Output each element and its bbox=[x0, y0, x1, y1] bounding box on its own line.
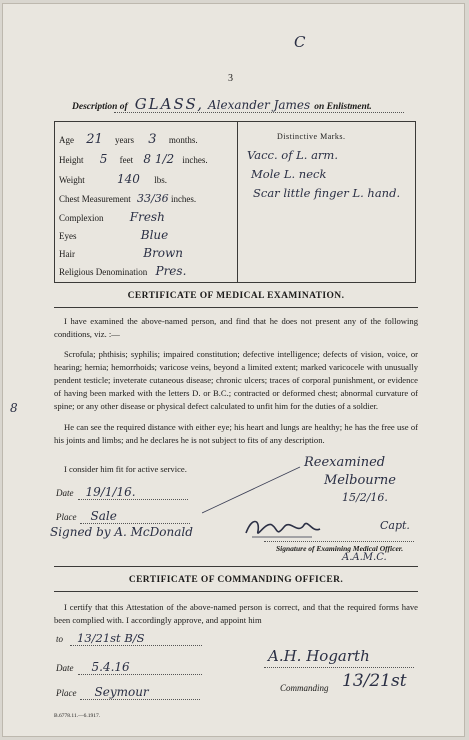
medical-conditions: Scrofula; phthisis; syphilis; impaired constitution; defective intelligence; defects of vision, voice, or hearing; hernia; hemorrhoids; varicose veins, beyond a limited extent; marked varicocele with unusually pendent testicle; inveterate cutaneous disease; chronic ulcers; traces of corporal punishment, or evidence of having been marked with the letters D. or B.C.; contracted or deformed chest; abnormal curvature of spine; or any other disease or physical defect calculated to unfit him for the duties of a soldier. bbox=[54, 349, 418, 411]
medical-officer-rank: Capt. bbox=[380, 519, 410, 532]
hair-row bbox=[59, 246, 235, 260]
medical-place-label: Place bbox=[56, 512, 77, 522]
given-names: Alexander James bbox=[208, 98, 311, 112]
height-row bbox=[59, 152, 235, 166]
mark-line: Vacc. of L. arm. bbox=[247, 148, 338, 162]
months-label: months. bbox=[168, 135, 198, 145]
surname: GLASS, bbox=[134, 95, 204, 113]
printer-code: B.6778.11.—6.1917. bbox=[54, 713, 101, 719]
corner-mark: C bbox=[294, 33, 306, 51]
religion-value: Pres. bbox=[155, 264, 187, 278]
title-prefix: Description of bbox=[72, 102, 128, 112]
date-underline bbox=[78, 499, 188, 500]
lbs-label: lbs. bbox=[154, 175, 167, 185]
eyes-value: Blue bbox=[140, 228, 169, 242]
medical-place-value: Sale bbox=[90, 509, 117, 523]
signature-underline bbox=[264, 541, 414, 542]
medical-officer-signature bbox=[242, 513, 322, 543]
strike-line bbox=[202, 465, 302, 515]
fit-statement: I consider him fit for active service. bbox=[64, 464, 187, 474]
page-number: 3 bbox=[228, 73, 233, 84]
title-suffix: on Enlistment. bbox=[314, 102, 372, 112]
reexamined-line2: Melbourne bbox=[324, 473, 396, 488]
chest-unit: inches. bbox=[170, 194, 197, 204]
mark-line: Mole L. neck bbox=[251, 167, 327, 181]
attestation-page bbox=[2, 3, 465, 737]
description-box bbox=[54, 121, 416, 283]
commanding-rule bbox=[54, 591, 418, 592]
age-years: 21 bbox=[86, 132, 103, 147]
age-row bbox=[59, 132, 235, 147]
commanding-date-label: Date bbox=[56, 663, 74, 673]
to-underline bbox=[70, 645, 202, 646]
reexamined-line1: Reexamined bbox=[304, 455, 386, 470]
complexion-row bbox=[59, 210, 235, 224]
height-label: Height bbox=[59, 155, 84, 165]
signature-label: Signature of Examining Medical Officer. bbox=[276, 544, 404, 553]
weight-value: 140 bbox=[117, 172, 140, 186]
medical-rule bbox=[54, 307, 418, 308]
age-months: 3 bbox=[148, 132, 157, 147]
medical-ability: He can see the required distance with either eye; his heart and lungs are healthy; he has the free use of his joints and limbs; and he declares he is not subject to fits of any description. bbox=[54, 422, 418, 445]
commanding-heading: CERTIFICATE OF COMMANDING OFFICER. bbox=[128, 575, 344, 585]
age-label: Age bbox=[59, 135, 74, 145]
religion-label: Religious Denomination bbox=[59, 267, 148, 277]
box-divider bbox=[237, 122, 238, 282]
eyes-row bbox=[59, 228, 235, 242]
height-feet: 5 bbox=[99, 152, 108, 166]
distinctive-marks-list bbox=[247, 146, 422, 203]
margin-note: 8 bbox=[10, 401, 18, 415]
medical-date-value: 19/1/16. bbox=[85, 485, 136, 499]
commanding-label: Commanding bbox=[280, 683, 329, 693]
appoint-to-value: 13/21st B/S bbox=[77, 631, 145, 645]
commanding-place-underline bbox=[80, 699, 200, 700]
commanding-date-value: 5.4.16 bbox=[91, 660, 130, 674]
commanding-unit: 13/21st bbox=[342, 671, 407, 691]
complexion-value: Fresh bbox=[129, 210, 165, 224]
eyes-label: Eyes bbox=[59, 231, 77, 241]
weight-row bbox=[59, 172, 235, 186]
reexamined-date: 15/2/16. bbox=[342, 491, 388, 504]
title-underline bbox=[114, 112, 404, 113]
title-line bbox=[72, 95, 412, 113]
chest-label: Chest Measurement bbox=[59, 194, 131, 204]
place-underline bbox=[80, 523, 190, 524]
medical-date-label: Date bbox=[56, 488, 74, 498]
commanding-place-label: Place bbox=[56, 688, 77, 698]
complexion-label: Complexion bbox=[59, 213, 104, 223]
years-label: years bbox=[115, 135, 135, 145]
chest-row bbox=[59, 192, 235, 205]
chest-value: 33/36 bbox=[136, 192, 169, 205]
inches-label: inches. bbox=[182, 155, 208, 165]
commanding-signature-underline bbox=[264, 667, 414, 668]
height-inches: 8 1/2 bbox=[143, 152, 175, 166]
medical-intro: I have examined the above-named person, and find that he does not present any of the following conditions, viz. :— bbox=[54, 316, 418, 339]
commanding-text: I certify that this Attestation of the above-named person is correct, and that the required forms have been complied with. I accordingly approve, and appoint him bbox=[54, 602, 418, 625]
medical-heading: CERTIFICATE OF MEDICAL EXAMINATION. bbox=[127, 291, 345, 301]
distinctive-marks-heading: Distinctive Marks. bbox=[277, 132, 346, 141]
signed-note: Signed by A. McDonald bbox=[50, 525, 193, 539]
commanding-signature: A.H. Hogarth bbox=[268, 647, 370, 665]
weight-label: Weight bbox=[59, 175, 85, 185]
medical-corps: A.A.M.C. bbox=[342, 552, 387, 563]
section-rule bbox=[54, 566, 418, 567]
appoint-to-label: to bbox=[56, 634, 64, 644]
religion-row bbox=[59, 264, 235, 278]
feet-label: feet bbox=[119, 155, 134, 165]
commanding-place-value: Seymour bbox=[94, 685, 149, 699]
hair-label: Hair bbox=[59, 249, 75, 259]
commanding-date-underline bbox=[78, 674, 202, 675]
mark-line: Scar little finger L. hand. bbox=[253, 186, 401, 200]
hair-value: Brown bbox=[143, 246, 184, 260]
